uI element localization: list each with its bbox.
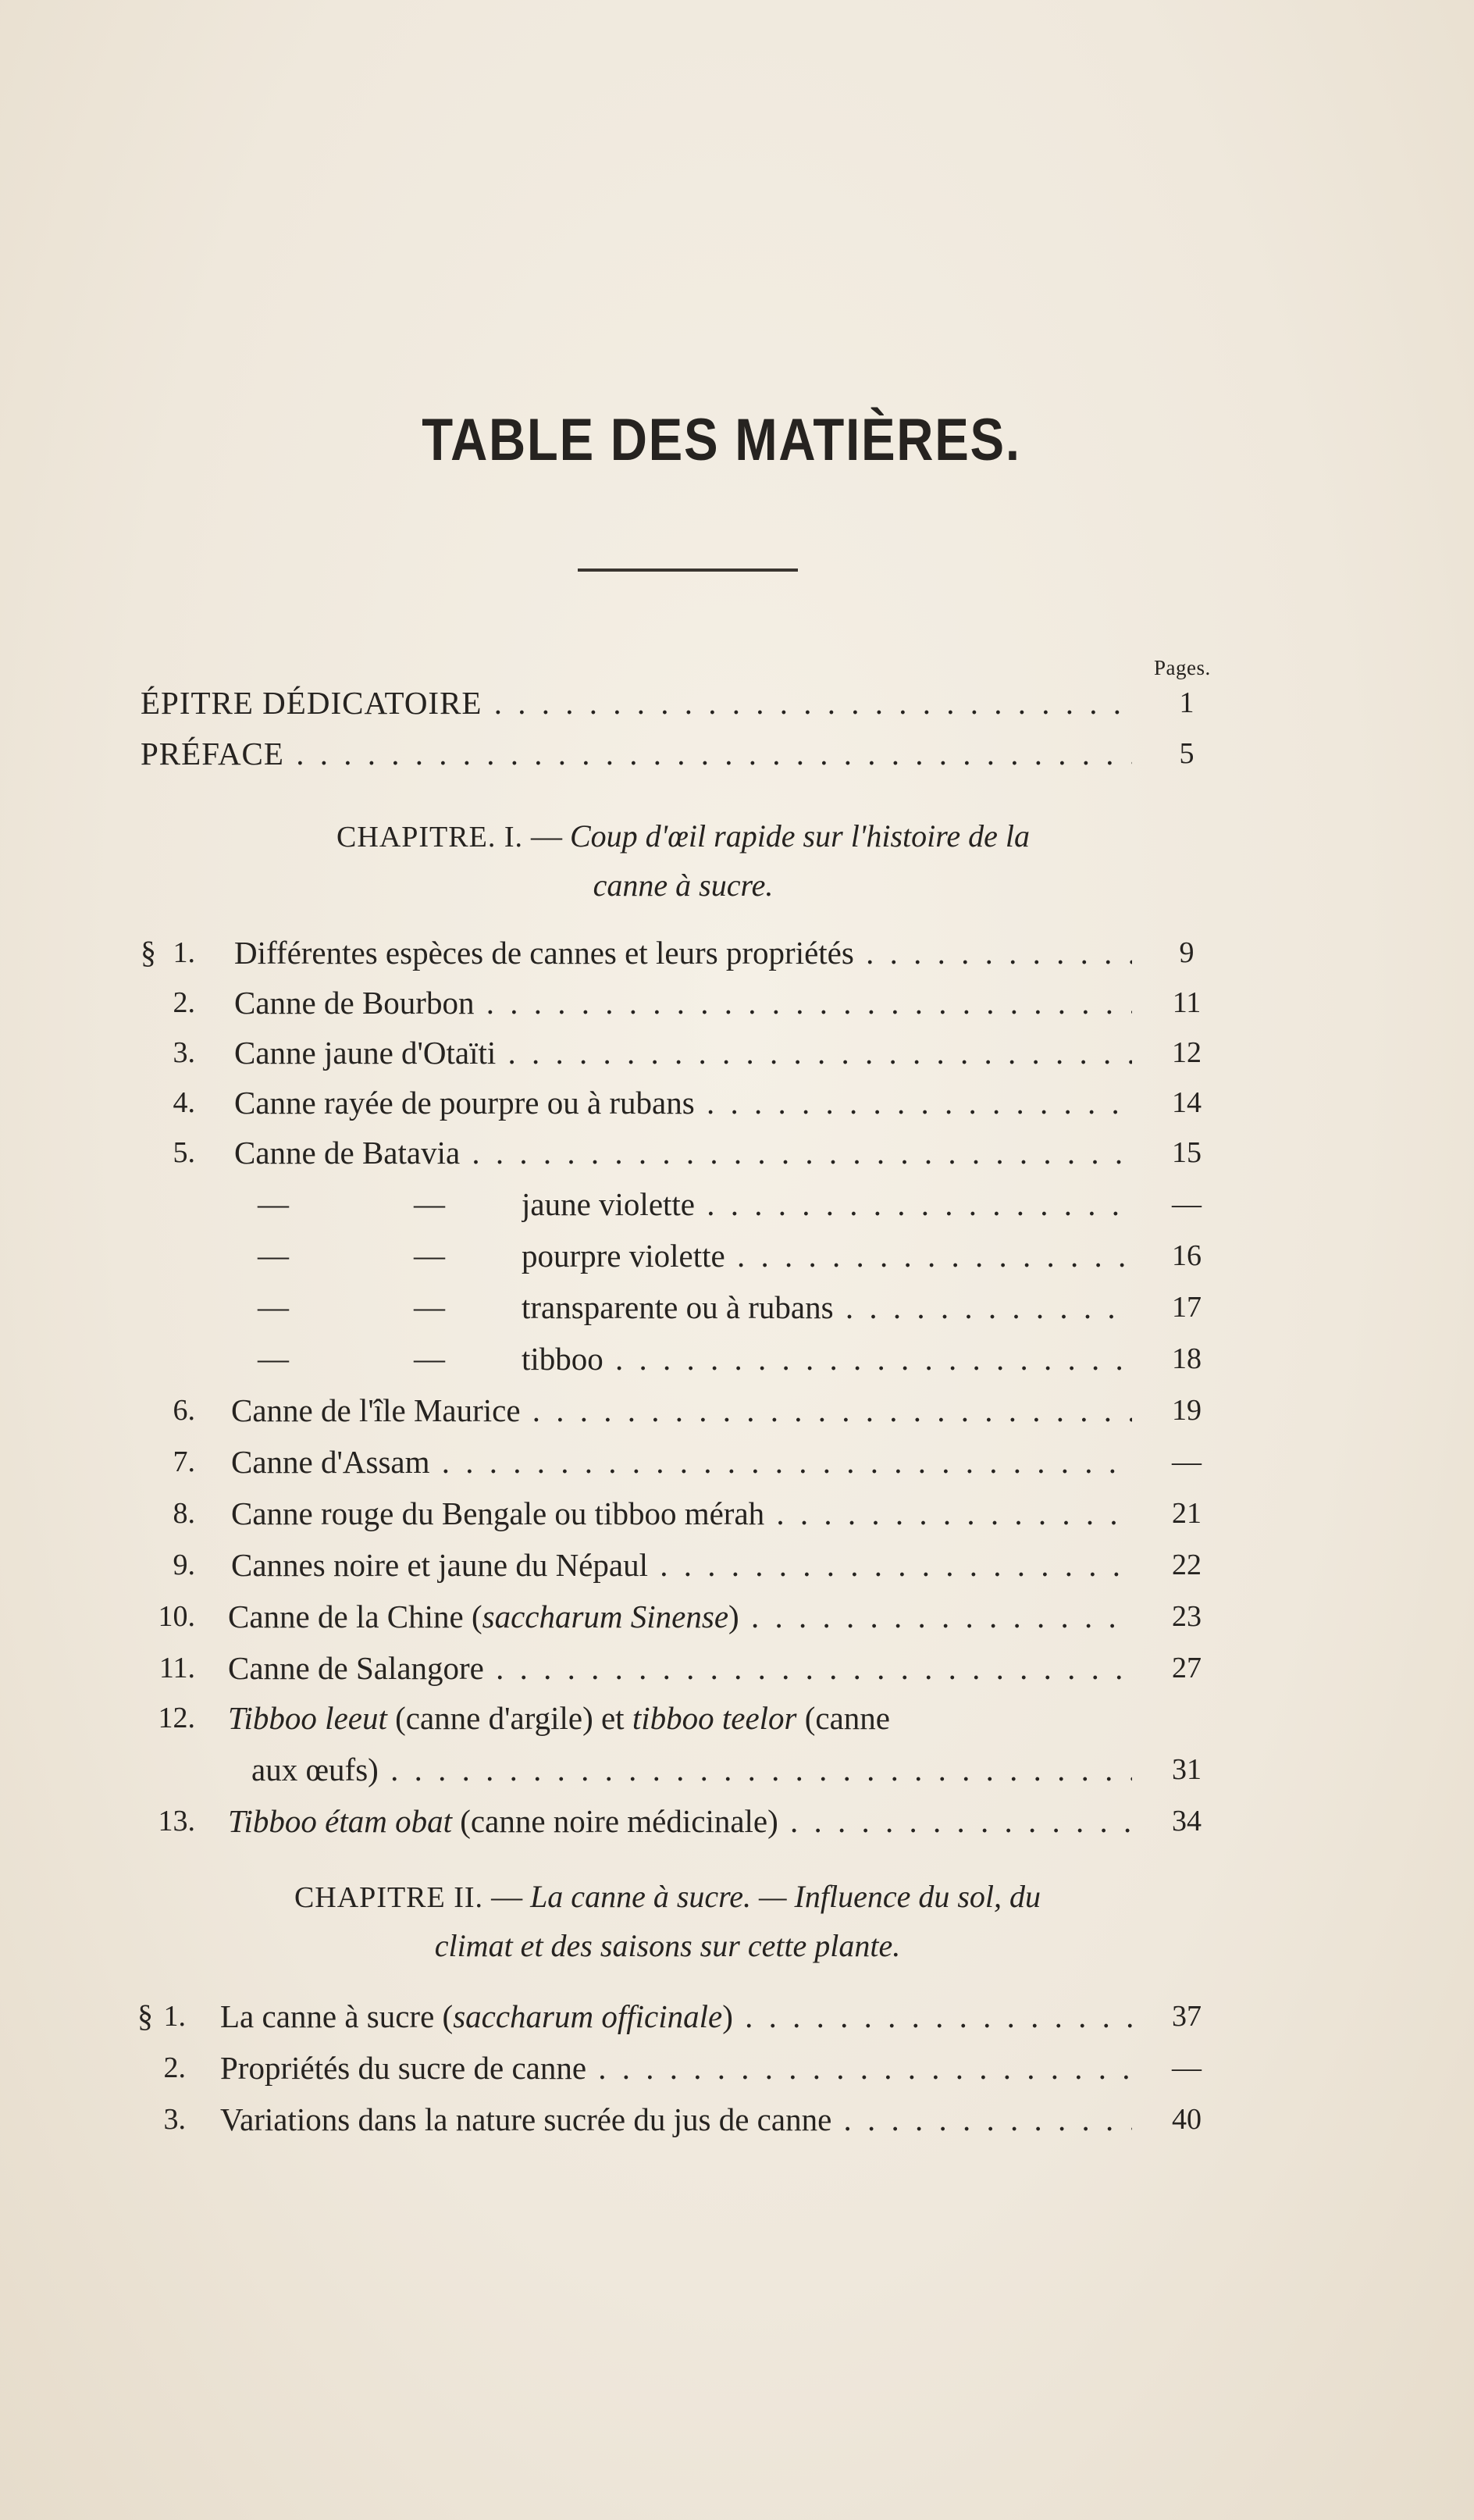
toc-entry-page: 19 (1172, 1394, 1202, 1427)
toc-entry-label-part: ) (728, 1599, 739, 1634)
toc-entry-page: 15 (1172, 1136, 1202, 1169)
toc-subentry[interactable] (0, 1181, 1474, 1228)
toc-entry-page: 16 (1172, 1239, 1202, 1272)
toc-entry[interactable] (0, 1387, 1474, 1434)
ditto-dash: — (258, 1341, 289, 1376)
toc-entry[interactable] (0, 979, 1474, 1026)
ditto-dash: — (258, 1238, 289, 1273)
toc-entry-number: 3. (163, 2103, 186, 2136)
toc-entry[interactable] (0, 1593, 1474, 1640)
toc-entry-label-part: ) (722, 1998, 733, 2034)
toc-entry-preface[interactable] (0, 730, 1474, 777)
toc-entry-epitre[interactable] (0, 679, 1474, 726)
toc-entry-number: 7. (173, 1445, 195, 1478)
toc-entry-number: 11. (158, 1652, 195, 1684)
toc-entry-number: 8. (173, 1497, 195, 1530)
toc-entry-number: 1. (173, 936, 195, 969)
toc-entry-page: 23 (1172, 1600, 1202, 1633)
ditto-dash: — (414, 1238, 445, 1273)
toc-entry-label: Canne rayée de pourpre ou à rubans . . . (234, 1079, 1132, 1126)
chapter-2-title-line2: climat et des saisons sur cette plante. (434, 1928, 901, 1963)
toc-entry-page: 12 (1172, 1036, 1202, 1069)
toc-entry-label-italic: tibboo teelor (632, 1700, 797, 1736)
toc-entry-label: Canne de Batavia . . . (234, 1129, 1132, 1176)
chapter-2-number: CHAPITRE II. (294, 1881, 484, 1914)
toc-entry[interactable] (0, 1029, 1474, 1076)
toc-entry[interactable] (0, 2096, 1474, 2143)
toc-entry[interactable] (0, 1438, 1474, 1485)
toc-entry-label: Canne d'Assam . . . (231, 1438, 1132, 1485)
toc-entry-label: Variations dans la nature sucrée du jus de canne . . . (220, 2096, 1132, 2143)
toc-entry-number: 5. (173, 1136, 195, 1169)
toc-subentry-label: pourpre violette . . . (522, 1232, 1132, 1279)
section-sign: § (141, 935, 156, 970)
ditto-dash: — (258, 1289, 289, 1324)
toc-entry-page: 34 (1172, 1805, 1202, 1837)
toc-subentry[interactable] (0, 1335, 1474, 1382)
toc-entry-label: Canne rouge du Bengale ou tibboo mérah . . . (231, 1490, 1132, 1537)
chapter-1-number: CHAPITRE. I. (336, 821, 523, 854)
chapter-1-title-line2: canne à sucre. (593, 868, 774, 903)
ditto-dash: — (258, 1186, 289, 1221)
chapter-1-heading (226, 812, 1140, 910)
toc-entry-label (228, 1798, 1132, 1845)
toc-entry-label-part: La canne à sucre ( (220, 1998, 454, 2034)
toc-entry[interactable] (0, 929, 1474, 976)
toc-entry-continuation[interactable] (0, 1746, 1474, 1793)
toc-entry-page: 22 (1172, 1549, 1202, 1581)
toc-entry[interactable] (0, 1993, 1474, 2040)
toc-entry-page: — (1172, 2051, 1202, 2084)
toc-entry-number: 3. (173, 1036, 195, 1069)
toc-entry-number: 2. (173, 986, 195, 1019)
toc-entry-label-part: (canne (796, 1700, 890, 1736)
toc-entry-label: Canne de Salangore . . . (228, 1645, 1132, 1691)
toc-entry-page: 17 (1172, 1291, 1202, 1324)
toc-entry-page: 37 (1172, 2000, 1202, 2033)
toc-entry[interactable] (0, 1695, 1474, 1741)
toc-entry[interactable] (0, 1129, 1474, 1176)
toc-entry-number: 10. (158, 1600, 195, 1633)
toc-entry-page: 9 (1179, 936, 1195, 969)
toc-entry-label-italic: Tibboo leeut (228, 1700, 387, 1736)
title-rule (578, 569, 798, 572)
ditto-dash: — (414, 1186, 445, 1221)
ditto-dash: — (414, 1289, 445, 1324)
toc-entry-page: — (1172, 1188, 1202, 1221)
toc-entry-page: 14 (1172, 1086, 1202, 1119)
ditto-dash: — (414, 1341, 445, 1376)
toc-entry-label-part: (canne d'argile) et (386, 1700, 632, 1736)
toc-entry-label: Propriétés du sucre de canne . . . (220, 2044, 1132, 2091)
toc-entry-label-part: Canne de la Chine ( (228, 1599, 482, 1634)
toc-entry-label: PRÉFACE . . . (141, 730, 1132, 777)
toc-entry-label-italic: saccharum Sinense (482, 1599, 729, 1634)
toc-entry-label: Cannes noire et jaune du Népaul . . . (231, 1542, 1132, 1588)
toc-entry-number: 9. (173, 1549, 195, 1581)
chapter-2-title-line1: La canne à sucre. — Influence du sol, du (530, 1879, 1041, 1914)
page-title: TABLE DES MATIÈRES. (422, 407, 1021, 473)
toc-entry-page: 1 (1179, 686, 1195, 719)
toc-entry-page: — (1172, 1445, 1202, 1478)
pages-column-label: Pages. (1154, 656, 1211, 679)
toc-entry-number: 4. (173, 1086, 195, 1119)
toc-entry-label: Canne de Bourbon . . . (234, 979, 1132, 1026)
toc-entry-label (228, 1593, 1132, 1640)
toc-entry-number: 1. (163, 2000, 186, 2033)
toc-entry-page: 27 (1172, 1652, 1202, 1684)
section-sign: § (137, 1998, 153, 2033)
toc-entry-label: Canne de l'île Maurice . . . (231, 1387, 1132, 1434)
toc-entry-number: 13. (158, 1805, 195, 1837)
chapter-1-dash: — (530, 818, 562, 854)
toc-entry[interactable] (0, 1798, 1474, 1845)
toc-entry-page: 5 (1179, 737, 1195, 770)
toc-entry-page: 31 (1172, 1753, 1202, 1786)
toc-subentry-label: tibboo . . . (522, 1335, 1132, 1382)
toc-entry[interactable] (0, 1490, 1474, 1537)
toc-entry-page: 40 (1172, 2103, 1202, 2136)
toc-entry-page: 18 (1172, 1342, 1202, 1375)
toc-entry-page: 11 (1172, 986, 1202, 1019)
toc-entry[interactable] (0, 2044, 1474, 2091)
toc-entry-label (220, 1993, 1132, 2040)
toc-entry[interactable] (0, 1079, 1474, 1126)
toc-entry-label-line2: aux œufs) . . . (251, 1746, 1132, 1793)
toc-entry-label: ÉPITRE DÉDICATOIRE . . . (141, 679, 1132, 726)
toc-entry-number: 6. (173, 1394, 195, 1427)
toc-entry-number: 2. (163, 2051, 186, 2084)
toc-subentry-label: jaune violette . . . (522, 1181, 1132, 1228)
toc-entry-number: 12. (158, 1702, 195, 1734)
toc-entry[interactable] (0, 1542, 1474, 1588)
toc-entry-label: Différentes espèces de cannes et leurs propriétés . . . (234, 929, 1132, 976)
toc-entry-label-part: (canne noire médicinale) (452, 1803, 778, 1839)
chapter-2-dash: — (491, 1879, 523, 1914)
chapter-2-heading (211, 1873, 1124, 1970)
toc-subentry-label: transparente ou à rubans . . . (522, 1284, 1132, 1331)
toc-entry-label-italic: Tibboo étam obat (228, 1803, 453, 1839)
toc-entry-label-italic: saccharum officinale (453, 1998, 723, 2034)
toc-entry-label: Canne jaune d'Otaïti . . . (234, 1029, 1132, 1076)
chapter-1-title-line1: Coup d'œil rapide sur l'histoire de la (569, 818, 1030, 854)
toc-entry-page: 21 (1172, 1497, 1202, 1530)
toc-subentry[interactable] (0, 1232, 1474, 1279)
toc-subentry[interactable] (0, 1284, 1474, 1331)
toc-entry[interactable] (0, 1645, 1474, 1691)
toc-entry-label (228, 1695, 1165, 1741)
